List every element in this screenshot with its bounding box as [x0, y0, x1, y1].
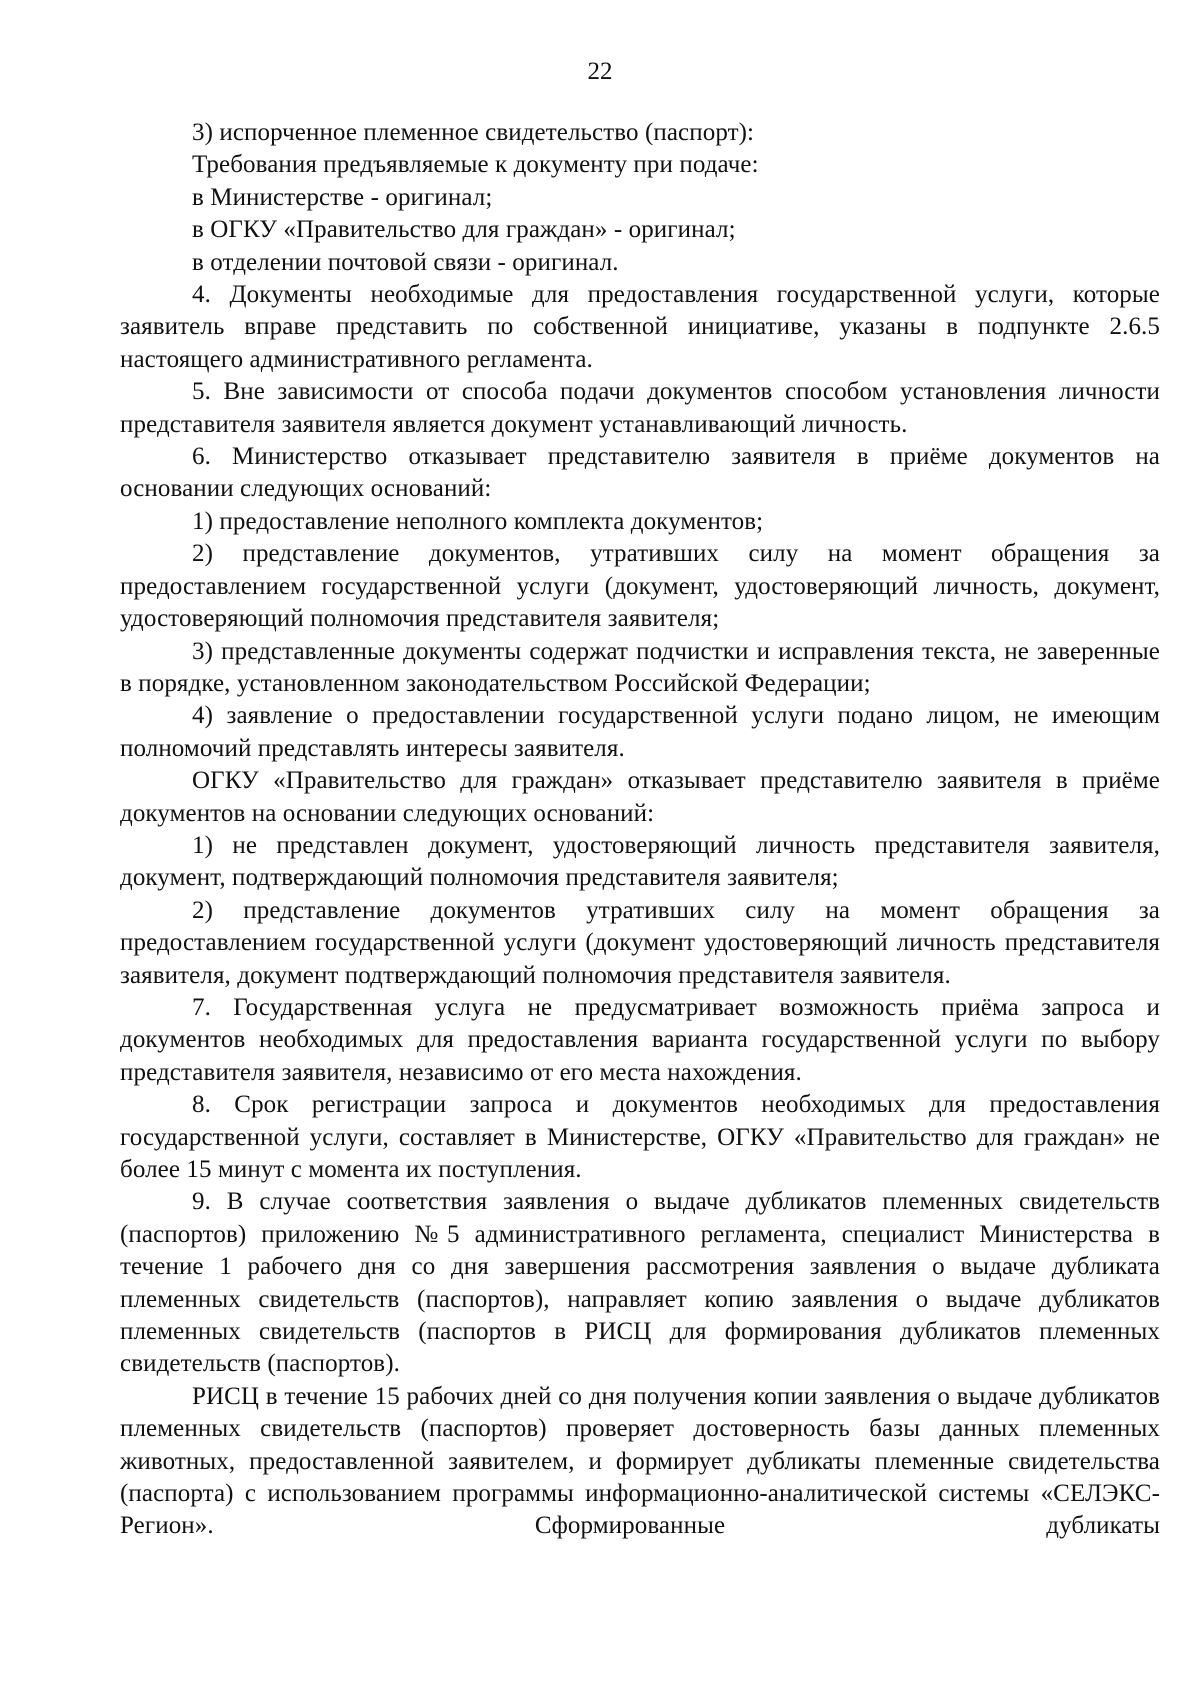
paragraph: РИСЦ в течение 15 рабочих дней со дня получения копии заявления о выдаче дубликатов племенных свидетельств (паспортов) проверяет достоверность базы данных племенных животных, предоставленной заявителем, и формирует дубликаты племенные свидетельства (паспорта) с использованием программы информационно-аналитической системы «СЕЛЭКС-Регион». Сформированные дубликаты — [120, 1382, 1160, 1540]
paragraph: 8. Срок регистрации запроса и документов необходимых для предоставления государственной услуги, составляет в Министерстве, ОГКУ «Правительство для граждан» не более 15 минут с момента их поступления. — [120, 1091, 1160, 1183]
document-body — [120, 117, 1160, 1543]
paragraph: 3) представленные документы содержат подчистки и исправления текста, не заверенные в порядке, установленном законодательством Российской Федерации; — [120, 637, 1160, 697]
paragraph: Требования предъявляемые к документу при подаче: — [192, 151, 759, 179]
paragraph: 4) заявление о предоставлении государственной услуги подано лицом, не имеющим полномочий представлять интересы заявителя. — [120, 702, 1160, 762]
paragraph: 2) представление документов, утративших силу на момент обращения за предоставлением государственной услуги (документ, удостоверяющий личность, документ, удостоверяющий полномочия представителя заявителя; — [120, 540, 1160, 633]
paragraph: 3) испорченное племенное свидетельство (паспорт): — [192, 119, 755, 146]
paragraph: 2) представление документов утративших силу на момент обращения за предоставлением государственной услуги (документ удостоверяющий личность представителя заявителя, документ подтверждающий полномочия представителя заявителя. — [120, 896, 1160, 989]
paragraph: в Министерстве - оригинал; — [192, 183, 493, 211]
paragraph: 6. Министерство отказывает представителю заявителя в приёме документов на основании следующих оснований: — [120, 443, 1160, 503]
paragraph: 9. В случае соответствия заявления о выдаче дубликатов племенных свидетельств (паспортов) приложению №5 административного регламента, специалист Министерства в течение 1 рабочего дня со дня завершения рассмотрения заявления о выдаче дубликата племенных свидетельств (паспортов), направляет копию заявления о выдаче дубликатов племенных свидетельств (паспортов в РИСЦ для формирования дубликатов племенных свидетельств (паспортов). — [120, 1188, 1160, 1378]
paragraph: ОГКУ «Правительство для граждан» отказывает представителю заявителя в приёме документов на основании следующих оснований: — [120, 767, 1160, 827]
paragraph: 1) не представлен документ, удостоверяющий личность представителя заявителя, документ, подтверждающий полномочия представителя заявителя; — [120, 831, 1160, 892]
paragraph: 4. Документы необходимые для предоставления государственной услуги, которые заявитель вправе представить по собственной инициативе, указаны в подпункте 2.6.5 настоящего административного регламента. — [120, 281, 1160, 373]
page-number: 22 — [587, 58, 613, 85]
paragraph: в ОГКУ «Правительство для граждан» - оригинал; — [192, 216, 736, 244]
paragraph: в отделении почтовой связи - оригинал. — [192, 248, 619, 276]
paragraph: 1) предоставление неполного комплекта документов; — [192, 507, 764, 535]
paragraph: 7. Государственная услуга не предусматривает возможность приёма запроса и документов необходимых для предоставления варианта государственной услуги по выбору представителя заявителя, независимо от его места нахождения. — [120, 993, 1160, 1086]
paragraph: 5. Вне зависимости от способа подачи документов способом установления личности представителя заявителя является документ устанавливающий личность. — [120, 378, 1160, 438]
